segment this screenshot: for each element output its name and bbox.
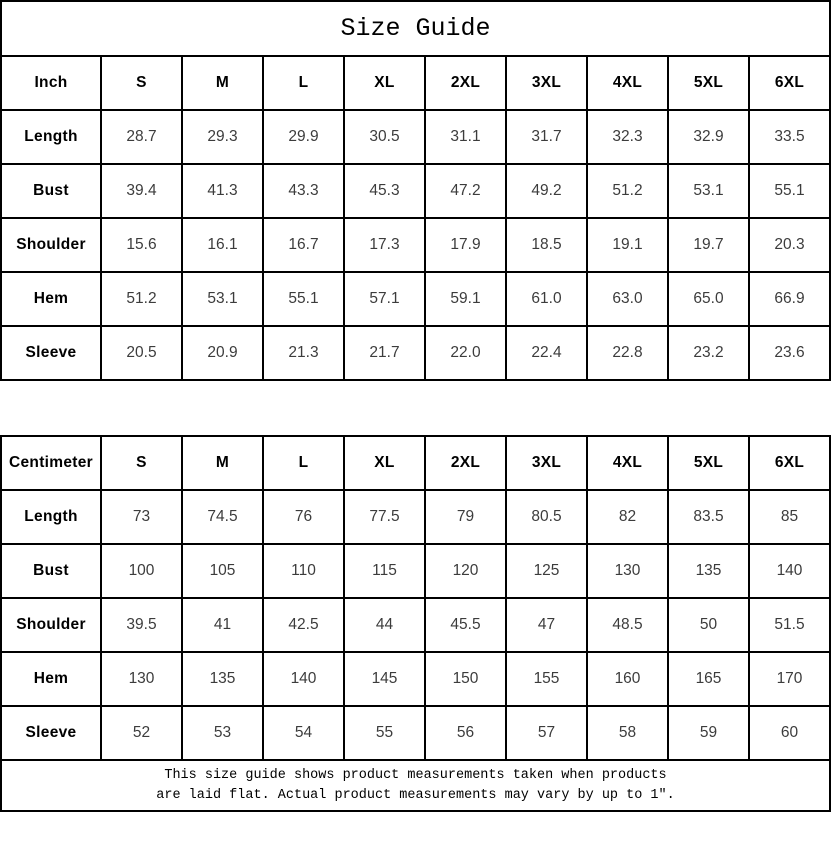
measurement-value-cell: 56: [425, 706, 506, 760]
measurement-row: [1, 164, 830, 218]
measurement-value-cell: 77.5: [344, 490, 425, 544]
measurement-value-cell: 53: [182, 706, 263, 760]
measurement-value-cell: 135: [182, 652, 263, 706]
measurement-value-cell: 58: [587, 706, 668, 760]
measurement-value-cell: 20.5: [101, 326, 182, 380]
measurement-value-cell: 30.5: [344, 110, 425, 164]
footnote-line-1: This size guide shows product measurements taken when products: [164, 767, 667, 783]
measurement-value-cell: 66.9: [749, 272, 830, 326]
measurement-value-cell: 21.7: [344, 326, 425, 380]
size-column-header: M: [182, 436, 263, 490]
measurement-label-cell: Sleeve: [1, 326, 101, 380]
measurement-value-cell: 48.5: [587, 598, 668, 652]
measurement-value-cell: 45.5: [425, 598, 506, 652]
measurement-value-cell: 19.7: [668, 218, 749, 272]
measurement-value-cell: 49.2: [506, 164, 587, 218]
measurement-label-cell: Shoulder: [1, 598, 101, 652]
measurement-value-cell: 100: [101, 544, 182, 598]
measurement-value-cell: 85: [749, 490, 830, 544]
measurement-row: [1, 218, 830, 272]
measurement-value-cell: 22.8: [587, 326, 668, 380]
measurement-value-cell: 20.3: [749, 218, 830, 272]
footnote: [0, 759, 831, 812]
measurement-value-cell: 80.5: [506, 490, 587, 544]
measurement-value-cell: 47: [506, 598, 587, 652]
footnote-line-2: are laid flat. Actual product measurements may vary by up to 1″.: [156, 787, 675, 803]
measurement-value-cell: 19.1: [587, 218, 668, 272]
measurement-value-cell: 22.0: [425, 326, 506, 380]
unit-header-cell: Inch: [1, 56, 101, 110]
measurement-value-cell: 42.5: [263, 598, 344, 652]
size-column-header: 5XL: [668, 436, 749, 490]
measurement-value-cell: 170: [749, 652, 830, 706]
measurement-value-cell: 47.2: [425, 164, 506, 218]
measurement-value-cell: 140: [749, 544, 830, 598]
size-header-row: [1, 436, 830, 490]
measurement-value-cell: 140: [263, 652, 344, 706]
size-column-header: L: [263, 56, 344, 110]
measurement-label-cell: Length: [1, 490, 101, 544]
size-column-header: 2XL: [425, 436, 506, 490]
size-column-header: 4XL: [587, 56, 668, 110]
measurement-row: [1, 110, 830, 164]
measurement-value-cell: 145: [344, 652, 425, 706]
size-column-header: XL: [344, 436, 425, 490]
measurement-value-cell: 16.7: [263, 218, 344, 272]
measurement-value-cell: 83.5: [668, 490, 749, 544]
size-header-row: [1, 56, 830, 110]
measurement-value-cell: 33.5: [749, 110, 830, 164]
unit-header-cell: Centimeter: [1, 436, 101, 490]
measurement-value-cell: 135: [668, 544, 749, 598]
measurement-row: [1, 272, 830, 326]
measurement-value-cell: 73: [101, 490, 182, 544]
measurement-value-cell: 60: [749, 706, 830, 760]
size-column-header: M: [182, 56, 263, 110]
measurement-value-cell: 76: [263, 490, 344, 544]
measurement-value-cell: 28.7: [101, 110, 182, 164]
measurement-value-cell: 51.2: [587, 164, 668, 218]
size-column-header: 6XL: [749, 436, 830, 490]
measurement-label-cell: Length: [1, 110, 101, 164]
measurement-value-cell: 59: [668, 706, 749, 760]
measurement-value-cell: 44: [344, 598, 425, 652]
size-column-header: S: [101, 56, 182, 110]
measurement-value-cell: 120: [425, 544, 506, 598]
measurement-value-cell: 22.4: [506, 326, 587, 380]
size-column-header: 5XL: [668, 56, 749, 110]
measurement-value-cell: 110: [263, 544, 344, 598]
measurement-value-cell: 18.5: [506, 218, 587, 272]
size-column-header: L: [263, 436, 344, 490]
measurement-value-cell: 59.1: [425, 272, 506, 326]
measurement-label-cell: Shoulder: [1, 218, 101, 272]
measurement-value-cell: 41.3: [182, 164, 263, 218]
measurement-value-cell: 115: [344, 544, 425, 598]
measurement-value-cell: 29.3: [182, 110, 263, 164]
measurement-value-cell: 50: [668, 598, 749, 652]
measurement-row: [1, 598, 830, 652]
measurement-value-cell: 51.5: [749, 598, 830, 652]
size-column-header: 2XL: [425, 56, 506, 110]
table-gap: [0, 381, 831, 437]
measurement-value-cell: 125: [506, 544, 587, 598]
measurement-value-cell: 53.1: [182, 272, 263, 326]
size-guide-title: Size Guide: [0, 0, 831, 57]
centimeter-size-table: [0, 435, 831, 761]
measurement-value-cell: 39.4: [101, 164, 182, 218]
measurement-value-cell: 155: [506, 652, 587, 706]
measurement-value-cell: 20.9: [182, 326, 263, 380]
measurement-value-cell: 130: [587, 544, 668, 598]
measurement-label-cell: Hem: [1, 652, 101, 706]
size-column-header: S: [101, 436, 182, 490]
measurement-value-cell: 130: [101, 652, 182, 706]
measurement-value-cell: 39.5: [101, 598, 182, 652]
measurement-value-cell: 57.1: [344, 272, 425, 326]
measurement-value-cell: 160: [587, 652, 668, 706]
measurement-value-cell: 17.3: [344, 218, 425, 272]
size-column-header: 4XL: [587, 436, 668, 490]
measurement-value-cell: 21.3: [263, 326, 344, 380]
measurement-value-cell: 29.9: [263, 110, 344, 164]
inch-size-table: [0, 55, 831, 381]
measurement-value-cell: 105: [182, 544, 263, 598]
measurement-value-cell: 57: [506, 706, 587, 760]
measurement-value-cell: 52: [101, 706, 182, 760]
measurement-value-cell: 55.1: [749, 164, 830, 218]
measurement-row: [1, 652, 830, 706]
measurement-value-cell: 16.1: [182, 218, 263, 272]
measurement-value-cell: 165: [668, 652, 749, 706]
measurement-label-cell: Hem: [1, 272, 101, 326]
measurement-value-cell: 32.3: [587, 110, 668, 164]
size-column-header: 3XL: [506, 56, 587, 110]
measurement-label-cell: Bust: [1, 164, 101, 218]
measurement-value-cell: 43.3: [263, 164, 344, 218]
size-column-header: 6XL: [749, 56, 830, 110]
measurement-value-cell: 79: [425, 490, 506, 544]
measurement-value-cell: 150: [425, 652, 506, 706]
measurement-value-cell: 45.3: [344, 164, 425, 218]
measurement-value-cell: 41: [182, 598, 263, 652]
measurement-value-cell: 17.9: [425, 218, 506, 272]
measurement-value-cell: 74.5: [182, 490, 263, 544]
measurement-row: [1, 706, 830, 760]
measurement-value-cell: 65.0: [668, 272, 749, 326]
measurement-row: [1, 326, 830, 380]
measurement-value-cell: 55.1: [263, 272, 344, 326]
measurement-value-cell: 51.2: [101, 272, 182, 326]
measurement-value-cell: 63.0: [587, 272, 668, 326]
measurement-value-cell: 61.0: [506, 272, 587, 326]
measurement-row: [1, 544, 830, 598]
measurement-value-cell: 55: [344, 706, 425, 760]
size-column-header: 3XL: [506, 436, 587, 490]
measurement-value-cell: 31.1: [425, 110, 506, 164]
measurement-value-cell: 15.6: [101, 218, 182, 272]
measurement-value-cell: 54: [263, 706, 344, 760]
measurement-value-cell: 32.9: [668, 110, 749, 164]
size-column-header: XL: [344, 56, 425, 110]
measurement-label-cell: Bust: [1, 544, 101, 598]
measurement-value-cell: 53.1: [668, 164, 749, 218]
measurement-label-cell: Sleeve: [1, 706, 101, 760]
measurement-value-cell: 23.6: [749, 326, 830, 380]
measurement-value-cell: 82: [587, 490, 668, 544]
measurement-value-cell: 23.2: [668, 326, 749, 380]
measurement-row: [1, 490, 830, 544]
measurement-value-cell: 31.7: [506, 110, 587, 164]
